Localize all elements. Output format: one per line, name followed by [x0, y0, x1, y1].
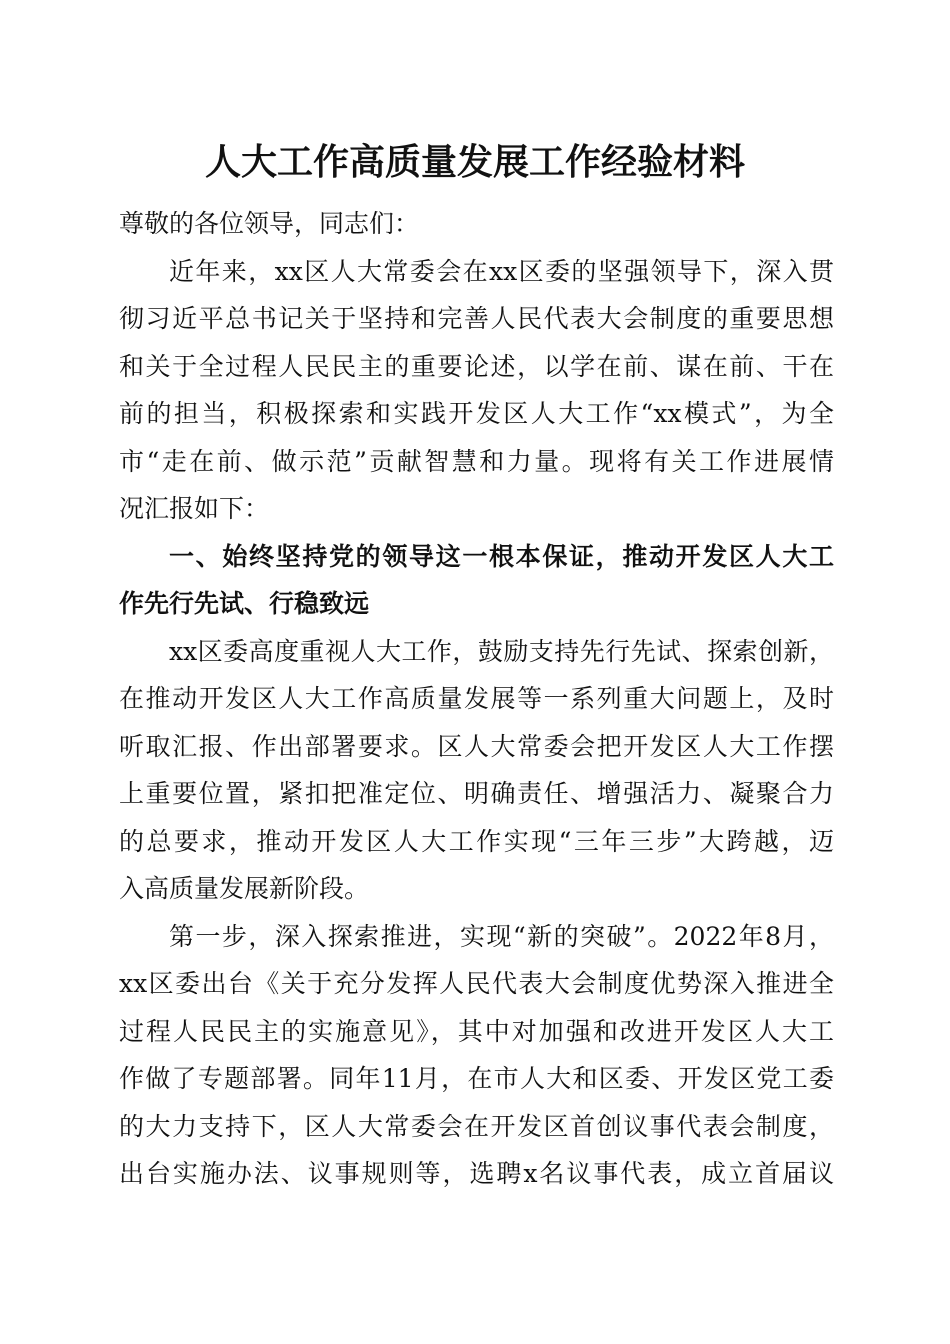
paragraph-line: 的总要求，推动开发区人大工作实现“三年三步”大跨越，迈: [119, 826, 834, 856]
paragraph-step-one: [119, 913, 834, 1198]
paragraph-intro: [119, 248, 834, 533]
heading-line: 一、始终坚持党的领导这一根本保证，推动开发区人大工: [169, 541, 834, 571]
paragraph-line: 前的担当，积极探索和实践开发区人大工作“xx模式”，为全: [119, 399, 834, 428]
paragraph-line: 市“走在前、做示范”贡献智慧和力量。现将有关工作进展情: [119, 446, 834, 476]
paragraph-line: xx区委出台《关于充分发挥人民代表大会制度优势深入推进全: [119, 969, 834, 998]
paragraph-line: 的大力支持下，区人大常委会在开发区首创议事代表会制度，: [119, 1111, 834, 1141]
paragraph-line: 作做了专题部署。同年11月，在市人大和区委、开发区党工委: [119, 1064, 834, 1093]
salutation: 尊敬的各位领导，同志们：: [119, 209, 420, 238]
paragraph-line: 和关于全过程人民民主的重要论述，以学在前、谋在前、干在: [119, 351, 834, 381]
paragraph-line: 出台实施办法、议事规则等，选聘x名议事代表，成立首届议: [119, 1159, 834, 1188]
section-heading: [119, 533, 834, 628]
document-body: [119, 200, 834, 1198]
heading-line: 作先行先试、行稳致远: [119, 589, 370, 618]
document-title: 人大工作高质量发展工作经验材料: [204, 141, 745, 183]
paragraph-line: 第一步，深入探索推进，实现“新的突破”。2022年8月，: [169, 921, 834, 951]
paragraph-line: 在推动开发区人大工作高质量发展等一系列重大问题上，及时: [119, 684, 834, 713]
paragraph-line: 近年来，xx区人大常委会在xx区委的坚强领导下，深入贯: [169, 256, 834, 286]
paragraph-line: 听取汇报、作出部署要求。区人大常委会把开发区人大工作摆: [119, 731, 834, 761]
paragraph-line: 过程人民民主的实施意见》，其中对加强和改进开发区人大工: [119, 1016, 834, 1046]
paragraph-party-leadership: [119, 628, 834, 913]
paragraph-line: 上重要位置，紧扣把准定位、明确责任、增强活力、凝聚合力: [119, 779, 834, 808]
paragraph-line: 彻习近平总书记关于坚持和完善人民代表大会制度的重要思想: [119, 304, 834, 333]
paragraph-line: 况汇报如下：: [119, 494, 270, 523]
paragraph-line: 入高质量发展新阶段。: [119, 874, 370, 903]
paragraph-line: xx区委高度重视人大工作，鼓励支持先行先试、探索创新，: [169, 636, 834, 666]
